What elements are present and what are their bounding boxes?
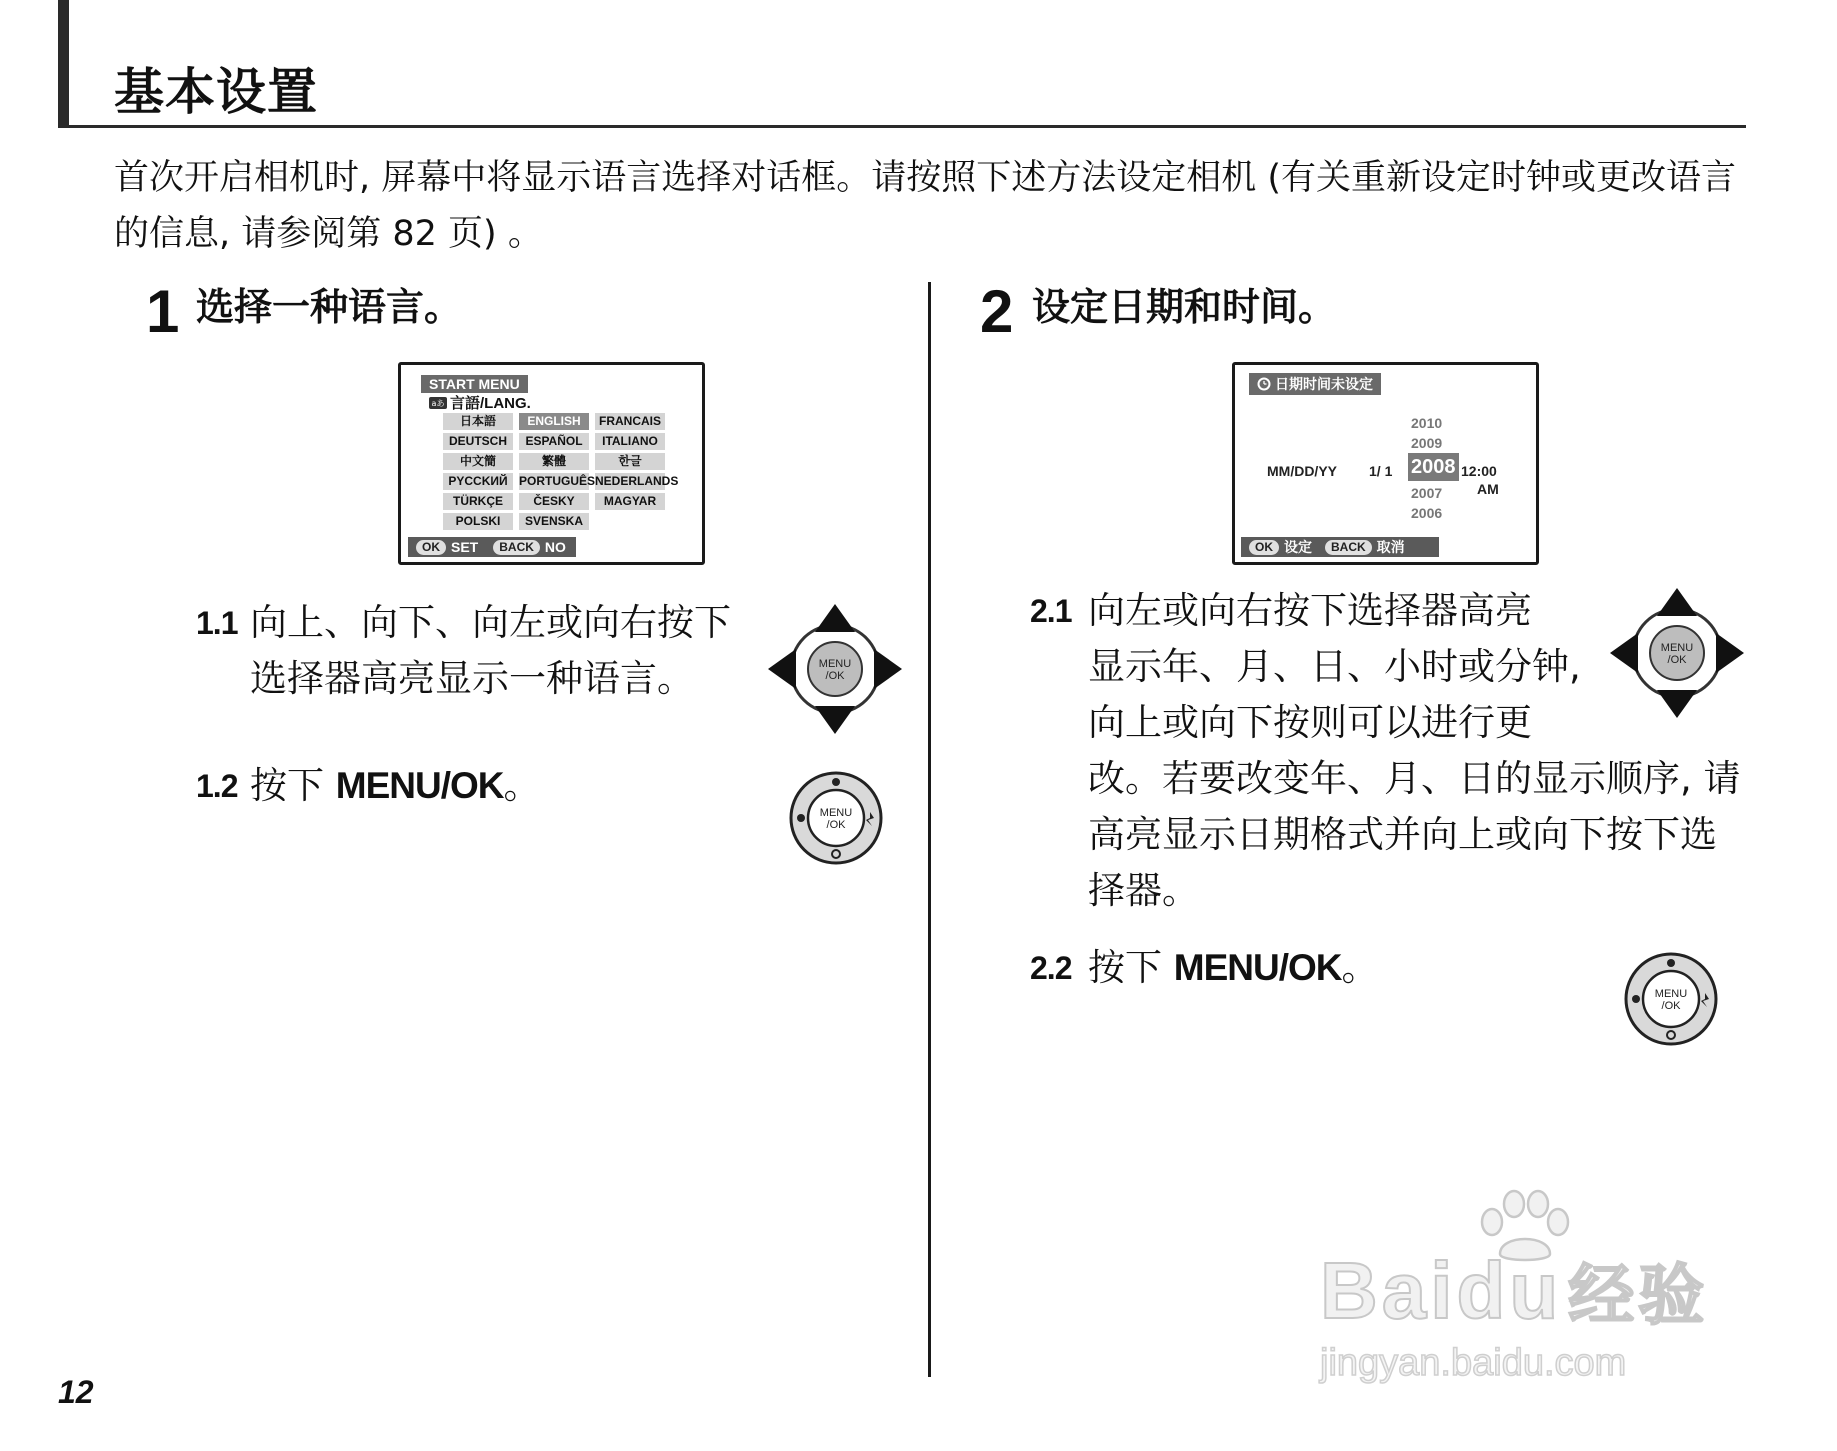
svg-text:MENU: MENU bbox=[819, 807, 853, 819]
sub-step-2-2-number: 2.2 bbox=[1030, 950, 1072, 986]
baidu-watermark bbox=[1320, 1182, 1760, 1402]
page-title: 基本设置 bbox=[114, 63, 318, 121]
time-value: 12:00 bbox=[1461, 463, 1497, 479]
svg-text:/OK: /OK bbox=[1661, 1000, 1681, 1012]
svg-text:MENU: MENU bbox=[1660, 642, 1694, 654]
language-screen-footer bbox=[408, 537, 576, 557]
language-option[interactable]: ESPAÑOL bbox=[519, 433, 589, 450]
back-label: NO bbox=[544, 539, 566, 555]
column-divider bbox=[928, 282, 931, 1377]
date-value: 1/ 1 bbox=[1369, 463, 1393, 479]
svg-text:MENU: MENU bbox=[1654, 988, 1688, 1000]
ok-key: OK bbox=[416, 540, 446, 555]
language-option[interactable]: 中文簡 bbox=[443, 453, 513, 470]
selector-dial-icon bbox=[788, 770, 884, 866]
start-menu-tab: START MENU bbox=[421, 375, 528, 393]
language-option bbox=[595, 513, 665, 530]
header-rule bbox=[58, 125, 1746, 128]
clock-icon bbox=[1257, 377, 1271, 391]
year-option: 2010 bbox=[1411, 415, 1443, 431]
language-option[interactable]: MAGYAR bbox=[595, 493, 665, 510]
svg-text:/OK: /OK bbox=[1667, 654, 1687, 666]
sub-step-2-1-number: 2.1 bbox=[1030, 593, 1072, 629]
date-format: MM/DD/YY bbox=[1267, 463, 1337, 479]
year-option: 2006 bbox=[1411, 505, 1443, 521]
sub-step-1-2-text: 按下 MENU/OK。 bbox=[250, 764, 541, 807]
svg-text:aあ: aあ bbox=[431, 398, 445, 408]
sub-step-2-2-text: 按下 MENU/OK。 bbox=[1088, 946, 1379, 989]
step-2-number: 2 bbox=[980, 278, 1014, 345]
back-key: BACK bbox=[1325, 540, 1372, 555]
selected-year: 2008 bbox=[1408, 453, 1459, 481]
datetime-tab: 日期时间未设定 bbox=[1249, 373, 1381, 395]
sub-step-1-2-number: 1.2 bbox=[196, 768, 238, 804]
datetime-screen-footer bbox=[1241, 537, 1439, 557]
language-option[interactable]: NEDERLANDS bbox=[595, 474, 679, 488]
step-1-number: 1 bbox=[146, 278, 180, 345]
year-option: 2009 bbox=[1411, 435, 1443, 451]
intro-paragraph: 首次开启相机时, 屏幕中将显示语言选择对话框。请按照下述方法设定相机 (有关重新设定时钟或更改语言的信息, 请参阅第 82 页) 。 bbox=[114, 158, 1737, 254]
page-number: 12 bbox=[58, 1374, 94, 1410]
watermark-url: jingyan.baidu.com bbox=[1320, 1342, 1627, 1384]
sub-step-2-1-text-wide: 改。若要改变年、月、日的显示顺序, 请高亮显示日期格式并向上或向下按下选择器。 bbox=[1088, 757, 1741, 912]
step-2-title: 设定日期和时间。 bbox=[1032, 285, 1337, 329]
language-option[interactable]: 한글 bbox=[595, 453, 665, 470]
ok-label: SET bbox=[451, 539, 479, 555]
language-icon bbox=[429, 397, 447, 409]
language-option[interactable]: DEUTSCH bbox=[443, 433, 513, 450]
language-option[interactable]: ITALIANO bbox=[595, 433, 665, 450]
language-option[interactable]: ČESKY bbox=[519, 493, 589, 510]
year-option: 2007 bbox=[1411, 485, 1443, 501]
back-label: 取消 bbox=[1376, 539, 1405, 555]
dpad-arrows-icon bbox=[768, 604, 902, 734]
am-pm: AM bbox=[1477, 481, 1499, 497]
ok-label: 设定 bbox=[1284, 539, 1312, 555]
language-header-label: 言語/LANG. bbox=[450, 395, 531, 412]
watermark-logo-cn: 经验 bbox=[1568, 1257, 1709, 1334]
ok-key: OK bbox=[1249, 540, 1279, 555]
language-option[interactable]: PORTUGUÊS bbox=[519, 474, 596, 488]
sub-step-1-1-number: 1.1 bbox=[196, 605, 238, 641]
step-1-title: 选择一种语言。 bbox=[196, 285, 463, 329]
language-option[interactable]: 繁體 bbox=[519, 453, 589, 470]
svg-text:/OK: /OK bbox=[825, 670, 845, 682]
sub-step-2-1-text-narrow: 向左或向右按下选择器高亮 显示年、月、日、小时或分钟, 向上或向下按则可以进行更 bbox=[1088, 589, 1581, 744]
sub-step-1-1-text: 向上、向下、向左或向右按下选择器高亮显示一种语言。 bbox=[250, 601, 731, 700]
datetime-screen bbox=[1232, 362, 1539, 565]
language-header bbox=[429, 392, 531, 413]
svg-text:/OK: /OK bbox=[826, 819, 846, 831]
language-option[interactable]: POLSKI bbox=[443, 513, 513, 530]
language-option[interactable]: SVENSKA bbox=[519, 513, 589, 530]
dpad-arrows-icon bbox=[1610, 588, 1744, 718]
language-option[interactable]: FRANCAIS bbox=[595, 413, 665, 430]
selector-dial-icon bbox=[1623, 951, 1719, 1047]
watermark-logo-right: du bbox=[1456, 1246, 1563, 1335]
watermark-logo-left: Bai bbox=[1320, 1246, 1457, 1335]
menu-ok-label: MENU bbox=[818, 658, 852, 670]
language-option[interactable]: PYCCKИЙ bbox=[443, 473, 513, 490]
language-grid bbox=[443, 413, 679, 530]
language-option[interactable]: TÜRKÇE bbox=[443, 493, 513, 510]
language-screen bbox=[398, 362, 705, 565]
back-key: BACK bbox=[493, 540, 540, 555]
language-option[interactable]: 日本語 bbox=[443, 413, 513, 430]
header-accent-bar bbox=[58, 0, 69, 127]
language-option[interactable]: ENGLISH bbox=[519, 413, 589, 430]
